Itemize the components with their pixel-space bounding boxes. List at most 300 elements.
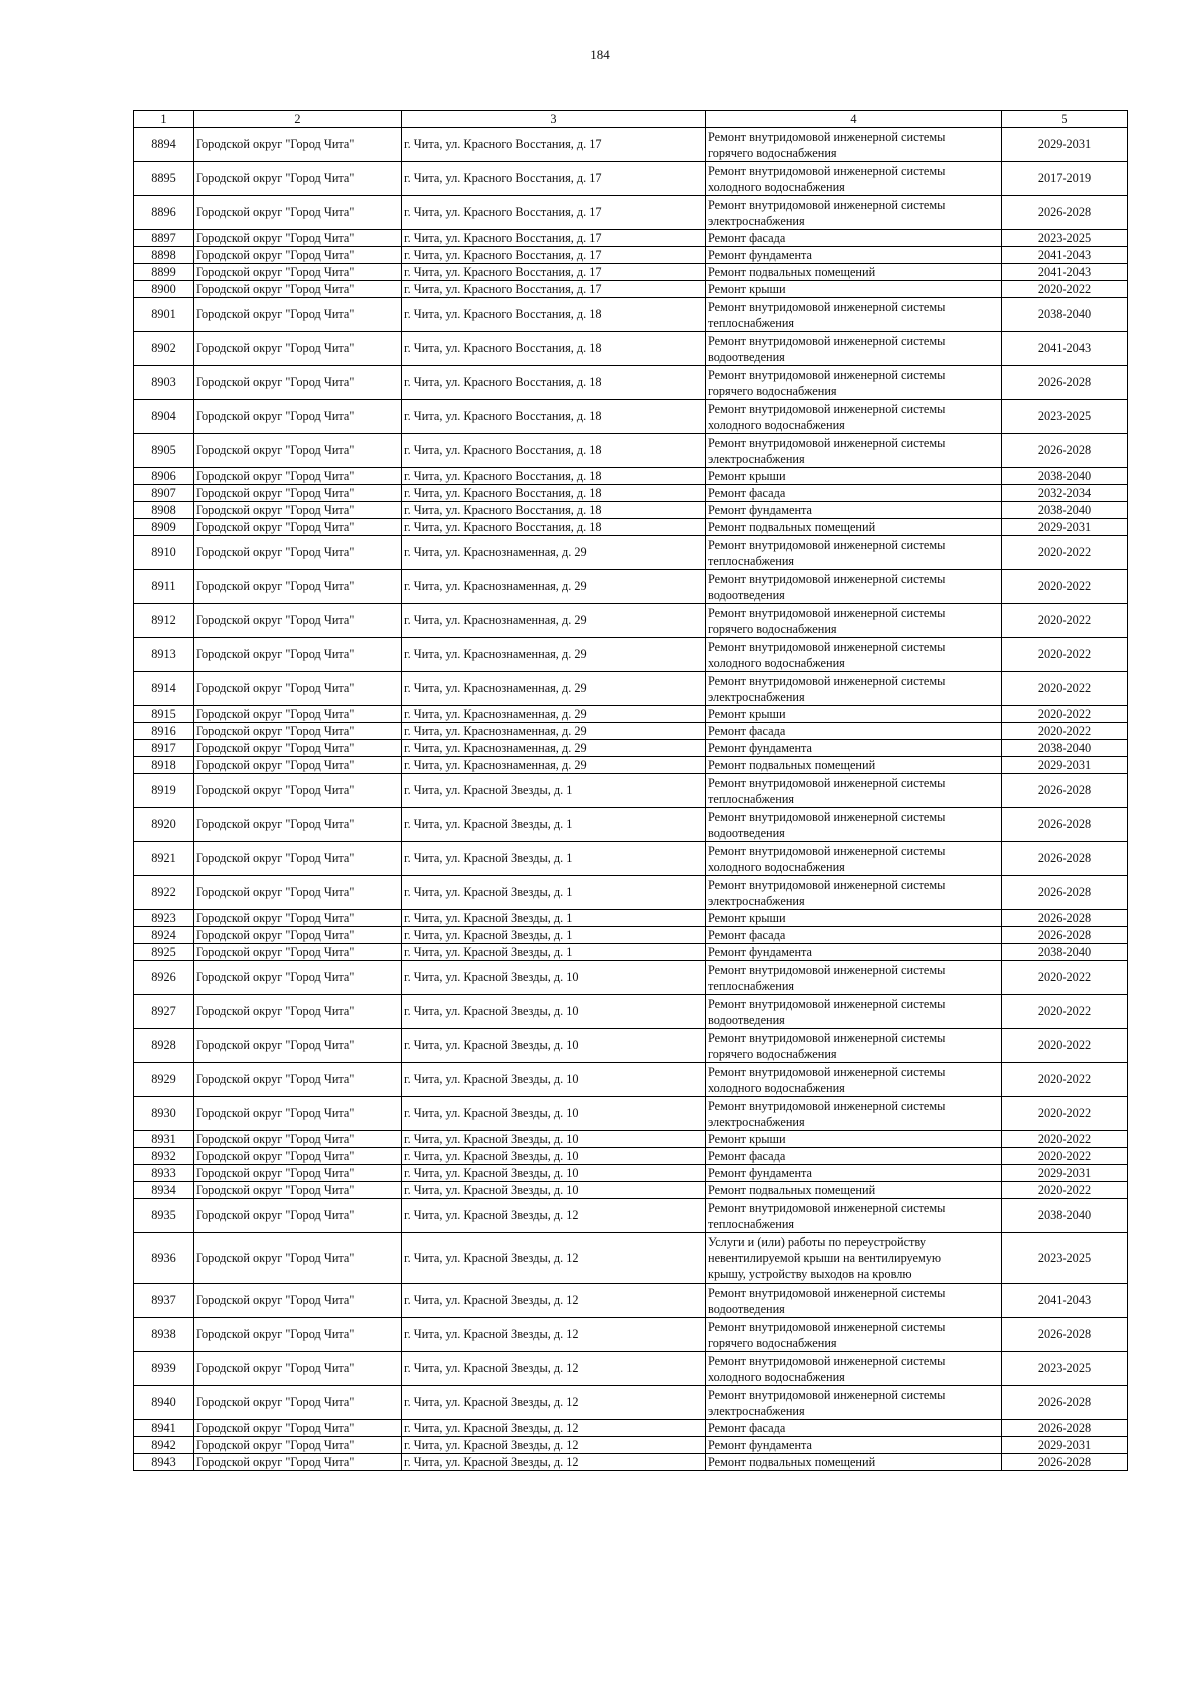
work-type-cell [706, 961, 1002, 995]
address-cell: г. Чита, ул. Красной Звезды, д. 12 [402, 1199, 706, 1233]
planned-period-cell: 2026-2028 [1002, 1318, 1128, 1352]
work-type-cell [706, 366, 1002, 400]
work-type-line: Ремонт подвальных помещений [708, 1183, 876, 1197]
table-row [134, 757, 1128, 774]
municipality-cell: Городской округ "Город Чита" [194, 604, 402, 638]
municipality-cell: Городской округ "Город Чита" [194, 774, 402, 808]
municipality-cell: Городской округ "Город Чита" [194, 1063, 402, 1097]
address-cell: г. Чита, ул. Красной Звезды, д. 1 [402, 927, 706, 944]
column-header: 2 [194, 111, 402, 128]
address-cell: г. Чита, ул. Красного Восстания, д. 17 [402, 247, 706, 264]
address-cell: г. Чита, ул. Красного Восстания, д. 18 [402, 332, 706, 366]
planned-period-cell: 2026-2028 [1002, 808, 1128, 842]
table-row [134, 1454, 1128, 1471]
table-row [134, 1233, 1128, 1284]
work-type-line: горячего водоснабжения [708, 621, 837, 636]
table-row [134, 672, 1128, 706]
municipality-cell: Городской округ "Город Чита" [194, 264, 402, 281]
address-cell: г. Чита, ул. Красного Восстания, д. 18 [402, 502, 706, 519]
municipality-cell: Городской округ "Город Чита" [194, 910, 402, 927]
row-number: 8940 [134, 1386, 194, 1420]
address-cell: г. Чита, ул. Красной Звезды, д. 1 [402, 944, 706, 961]
planned-period-cell: 2038-2040 [1002, 298, 1128, 332]
work-type-line: Ремонт фасада [708, 1421, 786, 1435]
table-row [134, 485, 1128, 502]
work-type-line: Ремонт фундамента [708, 1438, 813, 1452]
address-cell: г. Чита, ул. Красной Звезды, д. 12 [402, 1386, 706, 1420]
column-header: 1 [134, 111, 194, 128]
planned-period-cell: 2020-2022 [1002, 961, 1128, 995]
planned-period-cell: 2020-2022 [1002, 672, 1128, 706]
work-type-line: Ремонт внутридомовой инженерной системы [708, 996, 946, 1011]
work-type-line: Ремонт фасада [708, 928, 786, 942]
row-number: 8911 [134, 570, 194, 604]
work-type-cell [706, 196, 1002, 230]
municipality-cell: Городской округ "Город Чита" [194, 247, 402, 264]
address-cell: г. Чита, ул. Красной Звезды, д. 1 [402, 876, 706, 910]
work-type-line: Ремонт внутридомовой инженерной системы [708, 197, 946, 212]
address-cell: г. Чита, ул. Красной Звезды, д. 12 [402, 1318, 706, 1352]
table-row [134, 400, 1128, 434]
work-type-cell [706, 1063, 1002, 1097]
work-type-cell [706, 247, 1002, 264]
work-type-cell [706, 808, 1002, 842]
municipality-cell: Городской округ "Город Чита" [194, 1318, 402, 1352]
row-number: 8909 [134, 519, 194, 536]
work-type-cell [706, 230, 1002, 247]
municipality-cell: Городской округ "Город Чита" [194, 927, 402, 944]
table-row [134, 366, 1128, 400]
work-type-line: холодного водоснабжения [708, 655, 845, 670]
work-type-line: Ремонт фасада [708, 1149, 786, 1163]
table-row [134, 1182, 1128, 1199]
planned-period-cell: 2023-2025 [1002, 400, 1128, 434]
work-type-cell [706, 876, 1002, 910]
column-header: 4 [706, 111, 1002, 128]
municipality-cell: Городской округ "Город Чита" [194, 740, 402, 757]
address-cell: г. Чита, ул. Краснознаменная, д. 29 [402, 740, 706, 757]
row-number: 8917 [134, 740, 194, 757]
planned-period-cell: 2026-2028 [1002, 876, 1128, 910]
municipality-cell: Городской округ "Город Чита" [194, 196, 402, 230]
work-type-line: Ремонт подвальных помещений [708, 1455, 876, 1469]
planned-period-cell: 2020-2022 [1002, 570, 1128, 604]
row-number: 8906 [134, 468, 194, 485]
work-type-line: Ремонт внутридомовой инженерной системы [708, 571, 946, 586]
work-type-cell [706, 400, 1002, 434]
table-row [134, 1165, 1128, 1182]
work-type-line: Ремонт крыши [708, 911, 786, 925]
row-number: 8910 [134, 536, 194, 570]
row-number: 8928 [134, 1029, 194, 1063]
planned-period-cell: 2026-2028 [1002, 774, 1128, 808]
work-type-cell [706, 1182, 1002, 1199]
table-row [134, 1199, 1128, 1233]
table-row [134, 740, 1128, 757]
table-row [134, 910, 1128, 927]
work-type-cell [706, 468, 1002, 485]
work-type-cell [706, 740, 1002, 757]
row-number: 8897 [134, 230, 194, 247]
planned-period-cell: 2023-2025 [1002, 1233, 1128, 1284]
work-type-line: холодного водоснабжения [708, 417, 845, 432]
work-type-line: Ремонт фундамента [708, 248, 813, 262]
row-number: 8930 [134, 1097, 194, 1131]
planned-period-cell: 2020-2022 [1002, 281, 1128, 298]
work-type-line: теплоснабжения [708, 1216, 795, 1231]
work-type-line: Ремонт внутридомовой инженерной системы [708, 435, 946, 450]
address-cell: г. Чита, ул. Красной Звезды, д. 10 [402, 1063, 706, 1097]
address-cell: г. Чита, ул. Красной Звезды, д. 12 [402, 1352, 706, 1386]
planned-period-cell: 2038-2040 [1002, 740, 1128, 757]
planned-period-cell: 2020-2022 [1002, 1029, 1128, 1063]
municipality-cell: Городской округ "Город Чита" [194, 162, 402, 196]
address-cell: г. Чита, ул. Красной Звезды, д. 10 [402, 1131, 706, 1148]
row-number: 8943 [134, 1454, 194, 1471]
address-cell: г. Чита, ул. Красного Восстания, д. 18 [402, 519, 706, 536]
work-type-cell [706, 1318, 1002, 1352]
work-type-line: Ремонт внутридомовой инженерной системы [708, 843, 946, 858]
row-number: 8908 [134, 502, 194, 519]
work-type-line: Ремонт внутридомовой инженерной системы [708, 605, 946, 620]
row-number: 8925 [134, 944, 194, 961]
municipality-cell: Городской округ "Город Чита" [194, 944, 402, 961]
row-number: 8939 [134, 1352, 194, 1386]
work-type-line: Ремонт внутридомовой инженерной системы [708, 1353, 946, 1368]
address-cell: г. Чита, ул. Красной Звезды, д. 12 [402, 1233, 706, 1284]
municipality-cell: Городской округ "Город Чита" [194, 1199, 402, 1233]
work-type-cell [706, 1165, 1002, 1182]
table-row [134, 1063, 1128, 1097]
work-type-line: Ремонт фасада [708, 724, 786, 738]
work-type-line: невентилируемой крыши на вентилируемую [708, 1251, 942, 1265]
municipality-cell: Городской округ "Город Чита" [194, 638, 402, 672]
municipality-cell: Городской округ "Город Чита" [194, 400, 402, 434]
planned-period-cell: 2029-2031 [1002, 519, 1128, 536]
address-cell: г. Чита, ул. Красной Звезды, д. 1 [402, 910, 706, 927]
work-type-line: водоотведения [708, 349, 785, 364]
municipality-cell: Городской округ "Город Чита" [194, 1029, 402, 1063]
row-number: 8922 [134, 876, 194, 910]
planned-period-cell: 2038-2040 [1002, 1199, 1128, 1233]
row-number: 8899 [134, 264, 194, 281]
row-number: 8902 [134, 332, 194, 366]
work-type-line: Ремонт подвальных помещений [708, 265, 876, 279]
work-type-cell [706, 1097, 1002, 1131]
work-type-line: водоотведения [708, 1012, 785, 1027]
work-type-line: Ремонт внутридомовой инженерной системы [708, 673, 946, 688]
row-number: 8929 [134, 1063, 194, 1097]
planned-period-cell: 2020-2022 [1002, 1182, 1128, 1199]
table-row [134, 536, 1128, 570]
table-row [134, 196, 1128, 230]
planned-period-cell: 2026-2028 [1002, 366, 1128, 400]
row-number: 8932 [134, 1148, 194, 1165]
address-cell: г. Чита, ул. Красной Звезды, д. 12 [402, 1284, 706, 1318]
work-type-line: холодного водоснабжения [708, 179, 845, 194]
municipality-cell: Городской округ "Город Чита" [194, 230, 402, 247]
work-type-line: Услуги и (или) работы по переустройству [708, 1235, 926, 1249]
work-type-line: теплоснабжения [708, 315, 795, 330]
row-number: 8927 [134, 995, 194, 1029]
address-cell: г. Чита, ул. Красной Звезды, д. 1 [402, 774, 706, 808]
table-row [134, 1131, 1128, 1148]
work-type-line: электроснабжения [708, 1403, 805, 1418]
work-type-line: Ремонт крыши [708, 707, 786, 721]
row-number: 8920 [134, 808, 194, 842]
table-row [134, 1318, 1128, 1352]
table-row [134, 434, 1128, 468]
work-type-line: горячего водоснабжения [708, 145, 837, 160]
table-row [134, 281, 1128, 298]
planned-period-cell: 2026-2028 [1002, 434, 1128, 468]
work-type-cell [706, 774, 1002, 808]
table-row [134, 927, 1128, 944]
work-type-cell [706, 1131, 1002, 1148]
work-type-line: Ремонт внутридомовой инженерной системы [708, 809, 946, 824]
address-cell: г. Чита, ул. Красного Восстания, д. 18 [402, 366, 706, 400]
table-row [134, 247, 1128, 264]
municipality-cell: Городской округ "Город Чита" [194, 570, 402, 604]
planned-period-cell: 2026-2028 [1002, 1386, 1128, 1420]
table-row [134, 876, 1128, 910]
planned-period-cell: 2020-2022 [1002, 604, 1128, 638]
planned-period-cell: 2026-2028 [1002, 1420, 1128, 1437]
table-row [134, 1437, 1128, 1454]
work-type-line: водоотведения [708, 1301, 785, 1316]
work-type-cell [706, 1029, 1002, 1063]
municipality-cell: Городской округ "Город Чита" [194, 468, 402, 485]
work-type-line: Ремонт внутридомовой инженерной системы [708, 1387, 946, 1402]
row-number: 8942 [134, 1437, 194, 1454]
work-type-line: электроснабжения [708, 213, 805, 228]
planned-period-cell: 2026-2028 [1002, 927, 1128, 944]
work-type-cell [706, 1148, 1002, 1165]
address-cell: г. Чита, ул. Красного Восстания, д. 17 [402, 264, 706, 281]
work-type-line: Ремонт подвальных помещений [708, 758, 876, 772]
row-number: 8913 [134, 638, 194, 672]
work-type-line: водоотведения [708, 587, 785, 602]
planned-period-cell: 2038-2040 [1002, 468, 1128, 485]
address-cell: г. Чита, ул. Краснознаменная, д. 29 [402, 570, 706, 604]
municipality-cell: Городской округ "Город Чита" [194, 1352, 402, 1386]
municipality-cell: Городской округ "Город Чита" [194, 1148, 402, 1165]
municipality-cell: Городской округ "Город Чита" [194, 1386, 402, 1420]
row-number: 8933 [134, 1165, 194, 1182]
row-number: 8926 [134, 961, 194, 995]
address-cell: г. Чита, ул. Красного Восстания, д. 18 [402, 400, 706, 434]
address-cell: г. Чита, ул. Краснознаменная, д. 29 [402, 604, 706, 638]
row-number: 8916 [134, 723, 194, 740]
row-number: 8941 [134, 1420, 194, 1437]
work-type-line: Ремонт внутридомовой инженерной системы [708, 1030, 946, 1045]
planned-period-cell: 2023-2025 [1002, 1352, 1128, 1386]
table-row [134, 1284, 1128, 1318]
column-header: 5 [1002, 111, 1128, 128]
table-row [134, 1386, 1128, 1420]
table-row [134, 570, 1128, 604]
work-type-line: холодного водоснабжения [708, 859, 845, 874]
work-type-cell [706, 706, 1002, 723]
work-type-cell [706, 536, 1002, 570]
municipality-cell: Городской округ "Город Чита" [194, 1165, 402, 1182]
planned-period-cell: 2017-2019 [1002, 162, 1128, 196]
planned-period-cell: 2026-2028 [1002, 842, 1128, 876]
work-type-cell [706, 604, 1002, 638]
address-cell: г. Чита, ул. Краснознаменная, д. 29 [402, 638, 706, 672]
work-type-line: Ремонт внутридомовой инженерной системы [708, 1285, 946, 1300]
column-header: 3 [402, 111, 706, 128]
table-row [134, 723, 1128, 740]
address-cell: г. Чита, ул. Красного Восстания, д. 18 [402, 485, 706, 502]
municipality-cell: Городской округ "Город Чита" [194, 961, 402, 995]
municipality-cell: Городской округ "Город Чита" [194, 1437, 402, 1454]
table-row [134, 1352, 1128, 1386]
work-type-cell [706, 638, 1002, 672]
row-number: 8907 [134, 485, 194, 502]
table-row [134, 604, 1128, 638]
municipality-cell: Городской округ "Город Чита" [194, 723, 402, 740]
municipality-cell: Городской округ "Город Чита" [194, 502, 402, 519]
work-type-line: крышу, устройству выходов на кровлю [708, 1267, 912, 1281]
table-row [134, 944, 1128, 961]
municipality-cell: Городской округ "Город Чита" [194, 1097, 402, 1131]
work-type-cell [706, 128, 1002, 162]
municipality-cell: Городской округ "Город Чита" [194, 536, 402, 570]
column-number-row [134, 111, 1128, 128]
work-type-cell [706, 672, 1002, 706]
planned-period-cell: 2029-2031 [1002, 1437, 1128, 1454]
work-type-cell [706, 1454, 1002, 1471]
work-type-line: Ремонт фундамента [708, 945, 813, 959]
row-number: 8903 [134, 366, 194, 400]
row-number: 8924 [134, 927, 194, 944]
table-row [134, 1420, 1128, 1437]
work-type-line: Ремонт фасада [708, 231, 786, 245]
planned-period-cell: 2020-2022 [1002, 995, 1128, 1029]
work-type-line: Ремонт внутридомовой инженерной системы [708, 401, 946, 416]
capital-repair-table [133, 110, 1128, 1471]
table-row [134, 1148, 1128, 1165]
row-number: 8931 [134, 1131, 194, 1148]
row-number: 8918 [134, 757, 194, 774]
row-number: 8938 [134, 1318, 194, 1352]
row-number: 8934 [134, 1182, 194, 1199]
work-type-cell [706, 502, 1002, 519]
address-cell: г. Чита, ул. Красной Звезды, д. 10 [402, 995, 706, 1029]
table-body [134, 128, 1128, 1471]
municipality-cell: Городской округ "Город Чита" [194, 298, 402, 332]
work-type-line: Ремонт внутридомовой инженерной системы [708, 537, 946, 552]
municipality-cell: Городской округ "Город Чита" [194, 1233, 402, 1284]
planned-period-cell: 2020-2022 [1002, 638, 1128, 672]
work-type-cell [706, 281, 1002, 298]
row-number: 8901 [134, 298, 194, 332]
work-type-cell [706, 1386, 1002, 1420]
row-number: 8896 [134, 196, 194, 230]
work-type-cell [706, 1437, 1002, 1454]
municipality-cell: Городской округ "Город Чита" [194, 842, 402, 876]
work-type-cell [706, 944, 1002, 961]
planned-period-cell: 2020-2022 [1002, 723, 1128, 740]
work-type-line: Ремонт фундамента [708, 741, 813, 755]
address-cell: г. Чита, ул. Краснознаменная, д. 29 [402, 672, 706, 706]
work-type-cell [706, 570, 1002, 604]
municipality-cell: Городской округ "Город Чита" [194, 1284, 402, 1318]
address-cell: г. Чита, ул. Красной Звезды, д. 10 [402, 961, 706, 995]
work-type-line: теплоснабжения [708, 978, 795, 993]
work-type-line: Ремонт фундамента [708, 503, 813, 517]
work-type-line: водоотведения [708, 825, 785, 840]
work-type-line: Ремонт фасада [708, 486, 786, 500]
work-type-cell [706, 723, 1002, 740]
municipality-cell: Городской округ "Город Чита" [194, 995, 402, 1029]
row-number: 8936 [134, 1233, 194, 1284]
work-type-cell [706, 162, 1002, 196]
work-type-line: Ремонт внутридомовой инженерной системы [708, 299, 946, 314]
address-cell: г. Чита, ул. Красного Восстания, д. 17 [402, 128, 706, 162]
row-number: 8895 [134, 162, 194, 196]
municipality-cell: Городской округ "Город Чита" [194, 808, 402, 842]
work-type-line: Ремонт внутридомовой инженерной системы [708, 775, 946, 790]
planned-period-cell: 2041-2043 [1002, 332, 1128, 366]
work-type-line: Ремонт подвальных помещений [708, 520, 876, 534]
address-cell: г. Чита, ул. Красного Восстания, д. 17 [402, 196, 706, 230]
work-type-line: холодного водоснабжения [708, 1369, 845, 1384]
planned-period-cell: 2038-2040 [1002, 502, 1128, 519]
municipality-cell: Городской округ "Город Чита" [194, 1420, 402, 1437]
row-number: 8919 [134, 774, 194, 808]
municipality-cell: Городской округ "Город Чита" [194, 332, 402, 366]
work-type-line: Ремонт внутридомовой инженерной системы [708, 163, 946, 178]
table-row [134, 332, 1128, 366]
work-type-cell [706, 1284, 1002, 1318]
address-cell: г. Чита, ул. Красной Звезды, д. 12 [402, 1454, 706, 1471]
row-number: 8935 [134, 1199, 194, 1233]
work-type-line: Ремонт крыши [708, 469, 786, 483]
address-cell: г. Чита, ул. Краснознаменная, д. 29 [402, 536, 706, 570]
work-type-cell [706, 1233, 1002, 1284]
work-type-cell [706, 332, 1002, 366]
table-row [134, 519, 1128, 536]
row-number: 8898 [134, 247, 194, 264]
address-cell: г. Чита, ул. Красной Звезды, д. 1 [402, 808, 706, 842]
work-type-line: Ремонт внутридомовой инженерной системы [708, 129, 946, 144]
municipality-cell: Городской округ "Город Чита" [194, 1182, 402, 1199]
municipality-cell: Городской округ "Город Чита" [194, 706, 402, 723]
address-cell: г. Чита, ул. Красной Звезды, д. 12 [402, 1420, 706, 1437]
municipality-cell: Городской округ "Город Чита" [194, 672, 402, 706]
work-type-cell [706, 1420, 1002, 1437]
table-row [134, 502, 1128, 519]
table-row [134, 808, 1128, 842]
planned-period-cell: 2026-2028 [1002, 910, 1128, 927]
municipality-cell: Городской округ "Город Чита" [194, 1131, 402, 1148]
work-type-line: Ремонт внутридомовой инженерной системы [708, 1064, 946, 1079]
planned-period-cell: 2041-2043 [1002, 264, 1128, 281]
work-type-cell [706, 298, 1002, 332]
municipality-cell: Городской округ "Город Чита" [194, 757, 402, 774]
table-row [134, 638, 1128, 672]
address-cell: г. Чита, ул. Красного Восстания, д. 18 [402, 468, 706, 485]
municipality-cell: Городской округ "Город Чита" [194, 519, 402, 536]
work-type-line: холодного водоснабжения [708, 1080, 845, 1095]
work-type-cell [706, 757, 1002, 774]
planned-period-cell: 2026-2028 [1002, 1454, 1128, 1471]
work-type-cell [706, 1199, 1002, 1233]
planned-period-cell: 2020-2022 [1002, 1131, 1128, 1148]
address-cell: г. Чита, ул. Красной Звезды, д. 10 [402, 1165, 706, 1182]
